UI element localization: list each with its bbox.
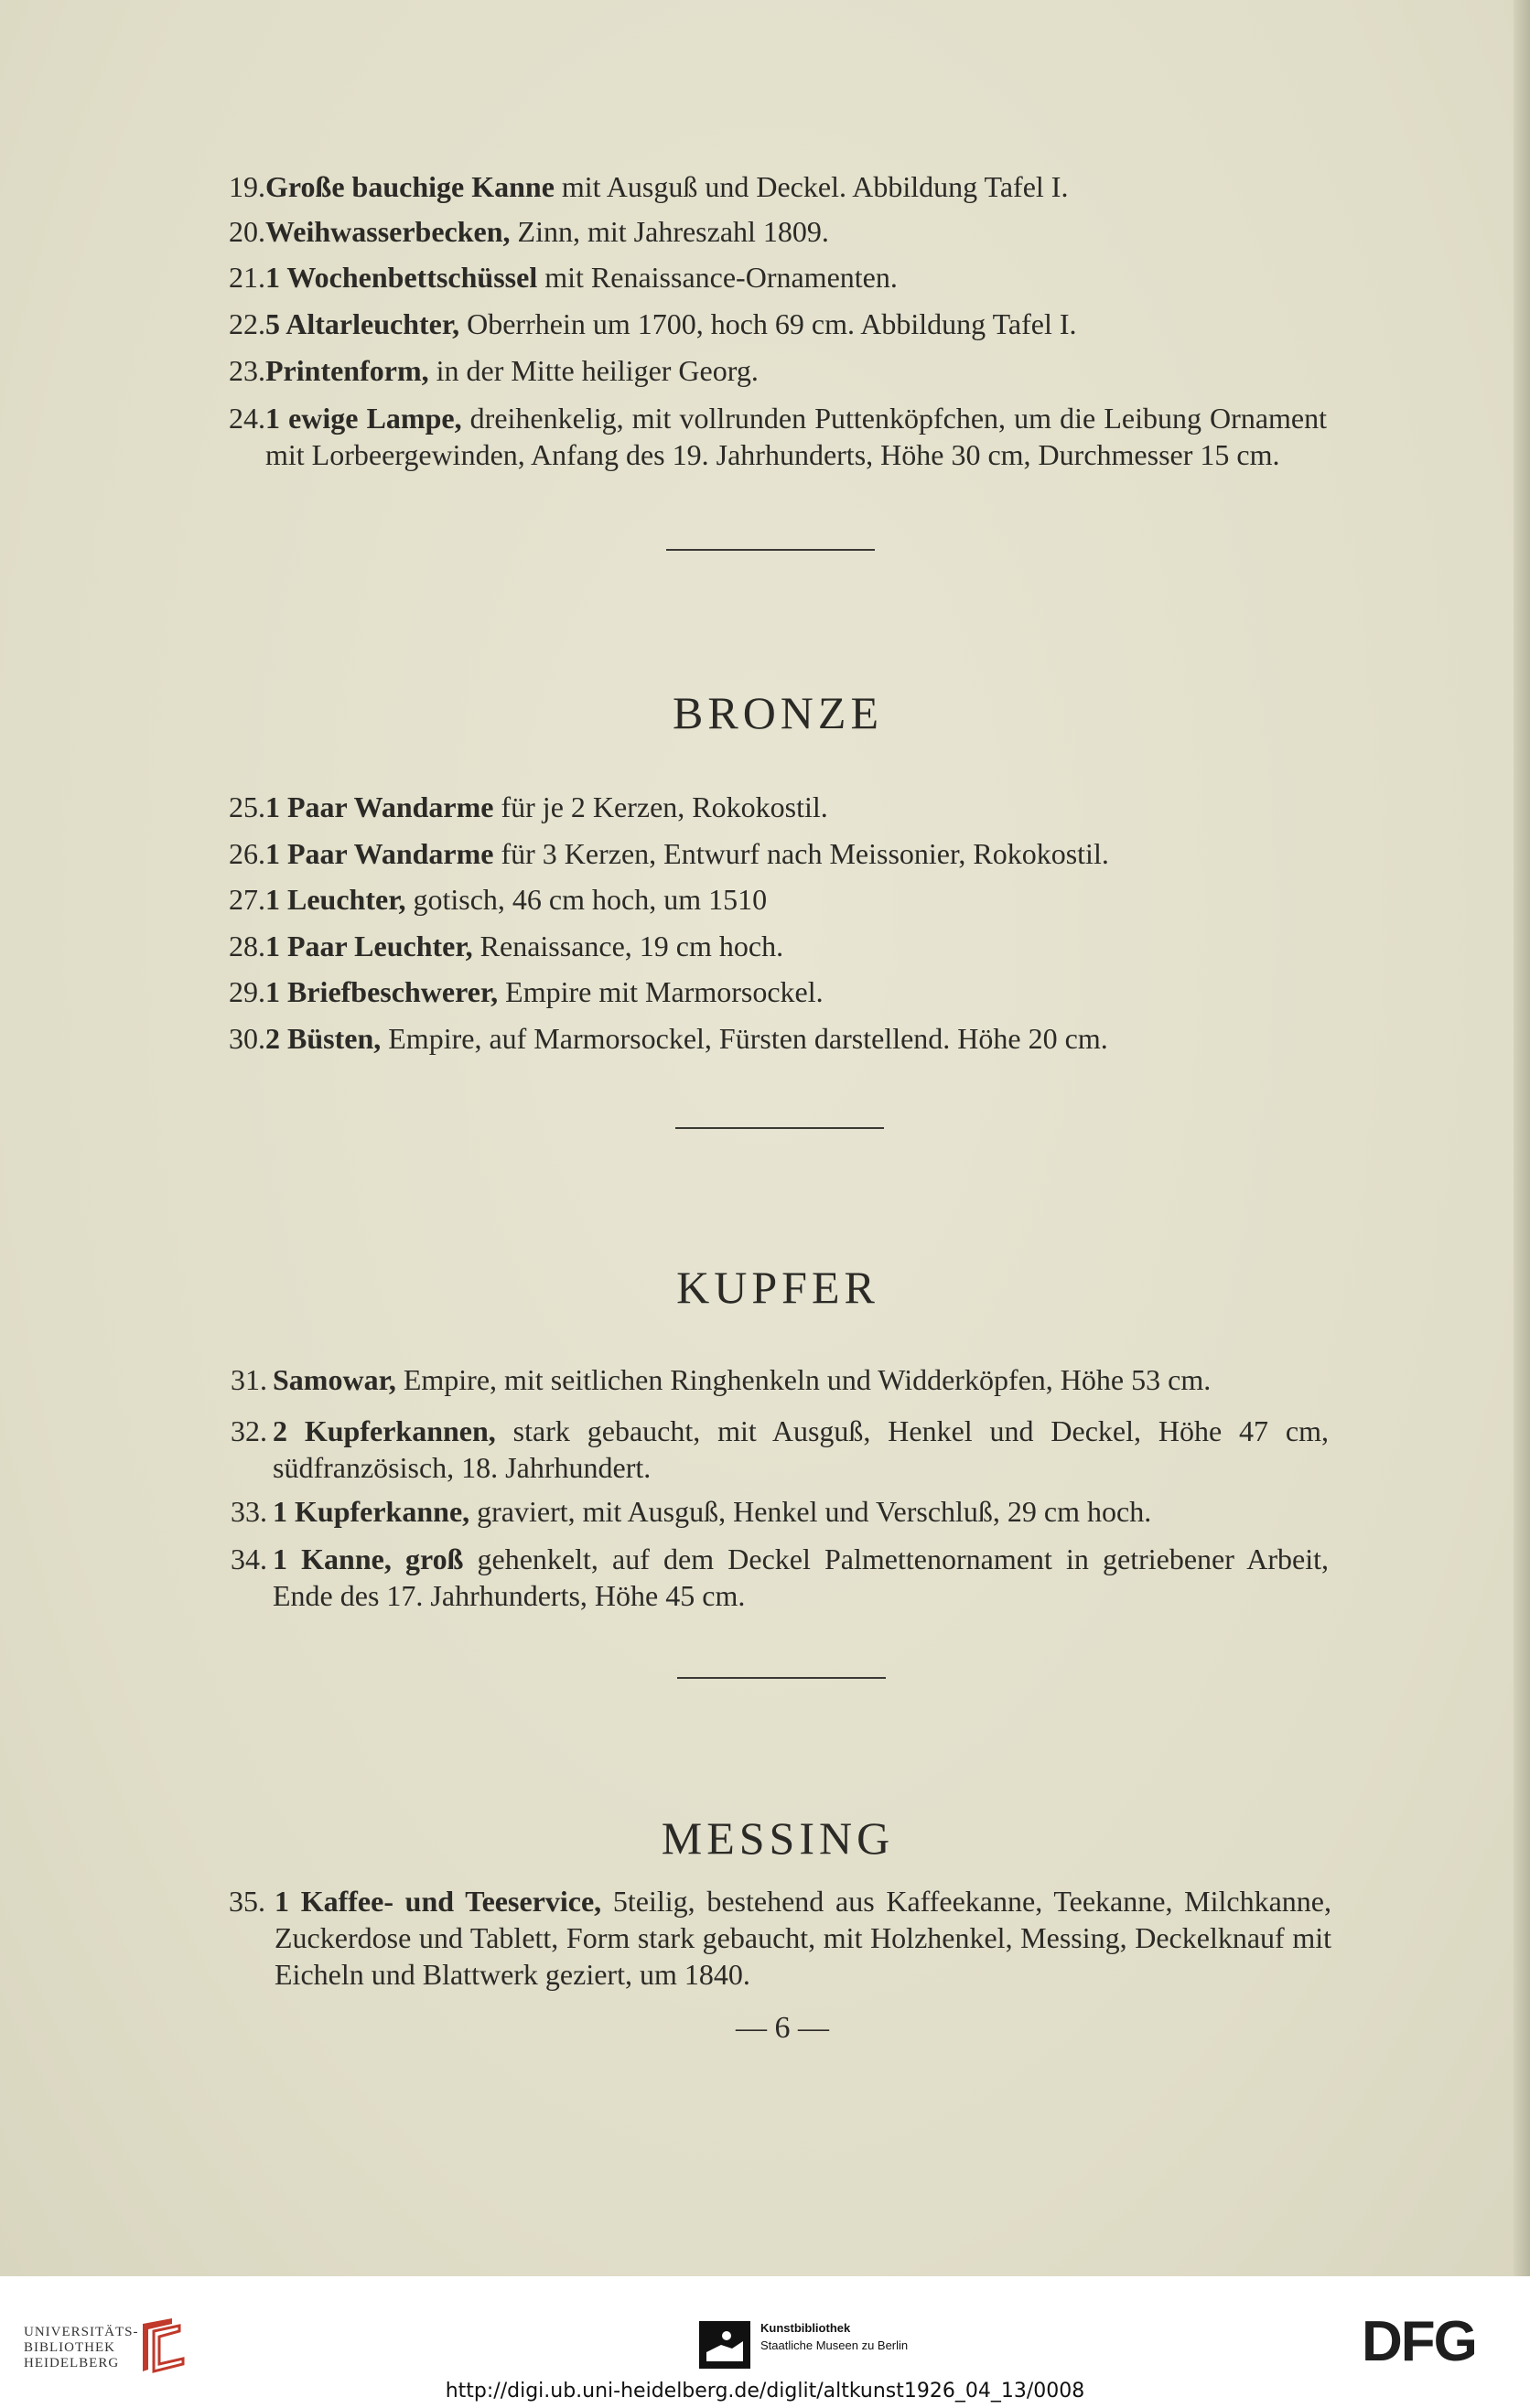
- catalog-item: [210, 973, 1327, 1010]
- item-number: 24.: [229, 402, 265, 435]
- item-description: gehenkelt, auf dem Deckel Palmettenornament in getriebener Arbeit, Ende des 17. Jahrhunderts, Höhe 45 cm.: [273, 1543, 1330, 1612]
- item-title: 1 Kaffee- und Teeservice,: [275, 1885, 602, 1918]
- item-title: 1 Wochenbettschüssel: [265, 261, 538, 294]
- dfg-logo: DFG: [1362, 2310, 1476, 2373]
- item-number: 26.: [229, 837, 265, 870]
- item-title: 1 Kanne, groß: [273, 1543, 464, 1575]
- catalog-item: [210, 789, 1327, 825]
- item-title: Printenform,: [265, 354, 429, 387]
- item-description: für je 2 Kerzen, Rokokostil.: [493, 790, 828, 823]
- catalog-item: [210, 400, 1327, 510]
- item-description: Empire, auf Marmorsockel, Fürsten darstellend. Höhe 20 cm.: [381, 1022, 1108, 1055]
- catalog-item: [210, 1883, 1331, 1993]
- item-number: 32.: [231, 1414, 267, 1447]
- item-number: 29.: [229, 975, 265, 1008]
- catalog-item: [210, 352, 1327, 389]
- item-description: graviert, mit Ausguß, Henkel und Verschluß, 29 cm hoch.: [469, 1495, 1152, 1528]
- item-number: 34.: [231, 1543, 267, 1575]
- heidelberg-logo-icon: [139, 2315, 187, 2375]
- item-title: 1 Briefbeschwerer,: [265, 975, 499, 1008]
- catalog-item: [212, 1361, 1329, 1398]
- item-number: 35.: [229, 1885, 265, 1918]
- item-title: 1 Paar Leuchter,: [265, 930, 473, 962]
- item-title: Samowar,: [273, 1363, 396, 1396]
- item-title: Weihwasserbecken,: [265, 215, 511, 248]
- page-number: — 6 —: [736, 2011, 829, 2045]
- catalog-item: [210, 1020, 1327, 1057]
- university-line: BIBLIOTHEK: [24, 2340, 115, 2355]
- section-divider: [666, 549, 875, 551]
- kunstbibliothek-title: Kunstbibliothek: [760, 2321, 851, 2335]
- source-url-link[interactable]: http://digi.ub.uni-heidelberg.de/diglit/altkunst1926_04_13/0008: [445, 2380, 1085, 2403]
- item-title: 5 Altarleuchter,: [265, 307, 460, 340]
- catalog-item: [210, 213, 1327, 250]
- item-description: Empire mit Marmorsockel.: [498, 975, 824, 1008]
- section-divider: [677, 1677, 886, 1679]
- item-title: Große bauchige Kanne: [265, 170, 555, 203]
- item-description: mit Renaissance-Ornamenten.: [537, 261, 898, 294]
- kunstbibliothek-subtitle: Staatliche Museen zu Berlin: [760, 2338, 909, 2352]
- item-title: 1 Leuchter,: [265, 883, 406, 916]
- item-description: 5teilig, bestehend aus Kaffeekanne, Teekanne, Milchkanne, Zuckerdose und Tablett, Form stark gebaucht, mit Holzhenkel, Messing, Deckelknauf mit Eicheln und Blattwerk geziert, um 1840.: [275, 1885, 1331, 1991]
- item-description: für 3 Kerzen, Entwurf nach Meissonier, Rokokostil.: [493, 837, 1109, 870]
- item-title: 2 Kupferkannen,: [273, 1414, 496, 1447]
- catalog-item: [210, 168, 1327, 205]
- item-number: 20.: [229, 215, 265, 248]
- section-heading-kupfer: KUPFER: [676, 1262, 879, 1313]
- item-title: 1 Paar Wandarme: [265, 837, 494, 870]
- item-description: Zinn, mit Jahreszahl 1809.: [510, 215, 829, 248]
- catalog-item: [210, 881, 1327, 918]
- kunstbibliothek-logo-icon: [699, 2321, 750, 2369]
- item-title: 2 Büsten,: [265, 1022, 382, 1055]
- item-title: 1 ewige Lampe,: [265, 402, 462, 435]
- item-number: 27.: [229, 883, 265, 916]
- catalog-item: [210, 259, 1327, 296]
- item-description: gotisch, 46 cm hoch, um 1510: [405, 883, 768, 916]
- section-divider: [675, 1127, 884, 1129]
- item-description: in der Mitte heiliger Georg.: [428, 354, 759, 387]
- item-description: Renaissance, 19 cm hoch.: [472, 930, 784, 962]
- item-number: 33.: [231, 1495, 267, 1528]
- university-line: HEIDELBERG: [24, 2356, 120, 2370]
- university-line: UNIVERSITÄTS-: [24, 2325, 139, 2339]
- item-number: 25.: [229, 790, 265, 823]
- catalog-item: [210, 835, 1327, 872]
- item-number: 21.: [229, 261, 265, 294]
- item-description: stark gebaucht, mit Ausguß, Henkel und Deckel, Höhe 47 cm, südfranzösisch, 18. Jahrhundert.: [273, 1414, 1330, 1484]
- section-heading-messing: MESSING: [661, 1812, 895, 1864]
- catalog-item: [210, 928, 1327, 964]
- item-description: Oberrhein um 1700, hoch 69 cm. Abbildung Tafel I.: [459, 307, 1077, 340]
- item-description: mit Ausguß und Deckel. Abbildung Tafel I.: [554, 170, 1069, 203]
- catalog-item: [212, 1493, 1329, 1530]
- item-title: 1 Paar Wandarme: [265, 790, 494, 823]
- item-title: 1 Kupferkanne,: [273, 1495, 470, 1528]
- page-edge: [1514, 0, 1530, 2276]
- section-heading-bronze: BRONZE: [673, 687, 883, 738]
- item-number: 23.: [229, 354, 265, 387]
- university-library-label: [24, 2325, 139, 2371]
- item-number: 31.: [231, 1363, 267, 1396]
- item-number: 19.: [229, 170, 265, 203]
- item-number: 22.: [229, 307, 265, 340]
- catalog-item: [212, 1413, 1329, 1486]
- item-number: 28.: [229, 930, 265, 962]
- catalog-item: [210, 306, 1327, 342]
- item-number: 30.: [229, 1022, 265, 1055]
- catalog-item: [212, 1541, 1329, 1614]
- item-description: Empire, mit seitlichen Ringhenkeln und Widderköpfen, Höhe 53 cm.: [395, 1363, 1212, 1396]
- item-description: dreihenkelig, mit vollrunden Puttenköpfchen, um die Leibung Ornament mit Lorbeergewinden, Anfang des 19. Jahrhunderts, Höhe 30 cm, Durchmesser 15 cm.: [265, 402, 1328, 471]
